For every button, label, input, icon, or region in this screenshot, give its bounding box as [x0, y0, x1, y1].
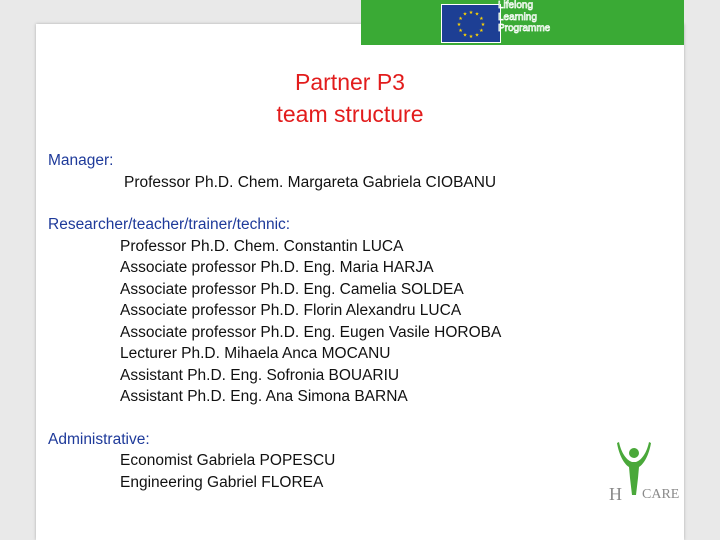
svg-text:★: ★ — [479, 28, 484, 34]
banner-line: Learning — [498, 11, 537, 23]
svg-text:★: ★ — [479, 16, 484, 22]
manager-heading: Manager: — [48, 152, 114, 169]
team-content — [48, 150, 648, 493]
researcher-heading: Researcher/teacher/trainer/technic: — [48, 216, 291, 233]
list-item: Professor Ph.D. Chem. Constantin LUCA — [120, 237, 404, 255]
title-line-1: Partner P3 — [295, 69, 405, 95]
researcher-list — [48, 236, 648, 408]
list-item: Assistant Ph.D. Eng. Ana Simona BARNA — [120, 388, 408, 405]
svg-text:★: ★ — [474, 32, 480, 39]
svg-text:★: ★ — [480, 22, 486, 28]
svg-text:★: ★ — [462, 11, 468, 18]
administrative-heading: Administrative: — [48, 430, 150, 448]
hycare-logo — [606, 440, 686, 506]
lifelong-learning-banner — [361, 0, 684, 45]
svg-text:★: ★ — [458, 16, 463, 22]
list-item: Associate professor Ph.D. Eng. Maria HARJA — [120, 259, 434, 276]
list-item: Engineering Gabriel FLOREA — [120, 473, 324, 491]
svg-text:★: ★ — [468, 10, 474, 16]
logo-text-left: H — [609, 484, 622, 504]
list-item: Lecturer Ph.D. Mihaela Anca MOCANU — [120, 345, 391, 362]
list-item: Assistant Ph.D. Eng. Sofronia BOUARIU — [120, 366, 400, 384]
administrative-list — [48, 450, 648, 493]
list-item: Associate professor Ph.D. Eng. Camelia SOLDEA — [120, 280, 464, 298]
banner-text — [498, 0, 550, 35]
svg-text:★: ★ — [474, 11, 480, 18]
eu-flag-icon — [441, 4, 501, 43]
list-item: Economist Gabriela POPESCU — [120, 452, 336, 469]
manager-name: Professor Ph.D. Chem. Margareta Gabriela CIOBANU — [124, 173, 497, 191]
list-item: Associate professor Ph.D. Eng. Eugen Vasile HOROBA — [120, 323, 502, 341]
svg-text:★: ★ — [458, 28, 463, 34]
slide-title — [230, 66, 470, 130]
logo-text-right: CARE — [642, 487, 680, 502]
banner-line: Lifelong — [498, 0, 534, 11]
svg-text:★: ★ — [468, 34, 474, 40]
svg-text:★: ★ — [462, 32, 468, 39]
title-line-2: team structure — [276, 101, 424, 127]
list-item: Associate professor Ph.D. Florin Alexandru LUCA — [120, 302, 462, 319]
banner-line: Programme — [498, 23, 551, 34]
svg-text:★: ★ — [456, 22, 462, 28]
